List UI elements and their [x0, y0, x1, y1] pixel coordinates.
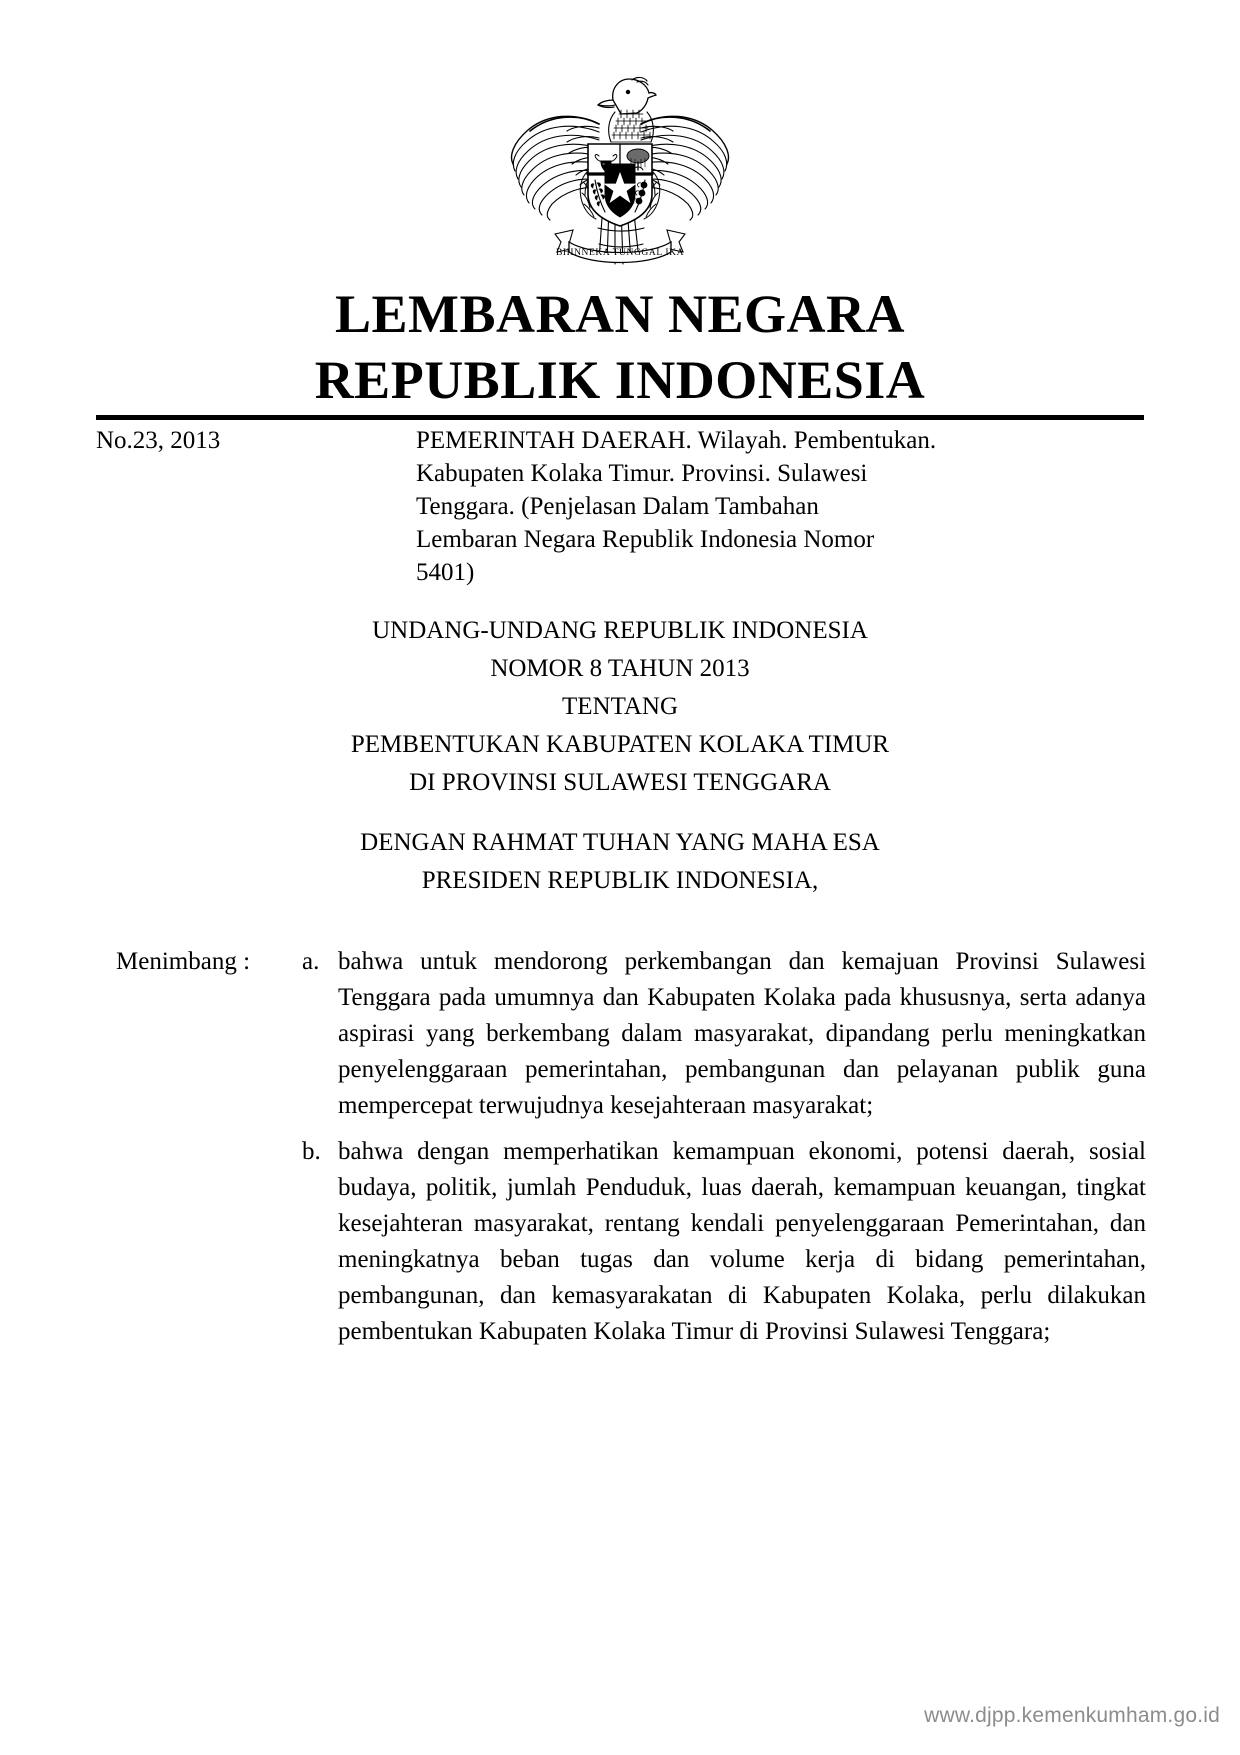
- garuda-pancasila-icon: [495, 52, 745, 277]
- consideration-text: bahwa untuk mendorong perkembangan dan kemajuan Provinsi Sulawesi Tenggara pada umumnya dan Kabupaten Kolaka pada khususnya, serta adanya aspirasi yang berkembang dalam masyarakat, dipandang perlu meningkatkan penyelenggaraan pemerintahan, pembangunan dan pelayanan publik guna mempercepat terwujudnya kesejahteraan masyarakat;: [338, 948, 1146, 1119]
- consideration-item: [116, 944, 1146, 1124]
- law-title-line: UNDANG-UNDANG REPUBLIK INDONESIA: [372, 617, 868, 644]
- law-number-line: NOMOR 8 TAHUN 2013: [490, 655, 750, 682]
- consideration-item: [116, 1134, 1146, 1350]
- gazette-subject-line: PEMERINTAH DAERAH. Wilayah. Pembentukan.: [416, 427, 937, 454]
- gazette-subject: [416, 424, 1144, 589]
- gazette-subject-line: Lembaran Negara Republik Indonesia Nomor: [416, 526, 875, 553]
- law-about-line: TENTANG: [561, 693, 679, 720]
- emblem-motto-text: BHINNEKA TUNGGAL IKA: [555, 248, 685, 258]
- gazette-subject-line: Kabupaten Kolaka Timur. Provinsi. Sulawesi: [416, 460, 868, 487]
- consideration-marker: b.: [302, 1138, 321, 1165]
- law-topic-line-2: DI PROVINSI SULAWESI TENGGARA: [409, 769, 831, 796]
- masthead-line-2: REPUBLIK INDONESIA: [314, 350, 926, 410]
- consideration-marker: a.: [302, 948, 320, 975]
- preamble-blessing: DENGAN RAHMAT TUHAN YANG MAHA ESA: [360, 829, 880, 856]
- gazette-subject-line: Tenggara. (Penjelasan Dalam Tambahan: [416, 493, 819, 520]
- law-topic-line-1: PEMBENTUKAN KABUPATEN KOLAKA TIMUR: [350, 731, 890, 758]
- considerations-label: Menimbang :: [116, 948, 251, 975]
- masthead-divider: [96, 415, 1144, 420]
- consideration-text: bahwa dengan memperhatikan kemampuan ekonomi, potensi daerah, sosial budaya, politik, jumlah Penduduk, luas daerah, kemampuan keuangan, tingkat kesejahteran masyarakat, rentang kendali penyelenggaraan Pemerintahan, dan meningkatnya beban tugas dan volume kerja di bidang pemerintahan, pembangunan, dan kemasyarakatan di Kabupaten Kolaka, perlu dilakukan pembentukan Kabupaten Kolaka Timur di Provinsi Sulawesi Tenggara;: [338, 1138, 1146, 1345]
- footer-watermark: www.djpp.kemenkumham.go.id: [924, 1704, 1220, 1727]
- garuda-emblem-container: [0, 52, 1240, 277]
- considerations-section: [116, 944, 1146, 1350]
- masthead: [0, 281, 1240, 413]
- gazette-subject-line: 5401): [416, 559, 475, 586]
- gazette-header: [96, 424, 1144, 589]
- preamble-president: PRESIDEN REPUBLIK INDONESIA,: [421, 867, 819, 894]
- law-title-block: [0, 612, 1240, 900]
- masthead-line-1: LEMBARAN NEGARA: [334, 284, 906, 344]
- gazette-number: No.23, 2013: [96, 427, 221, 454]
